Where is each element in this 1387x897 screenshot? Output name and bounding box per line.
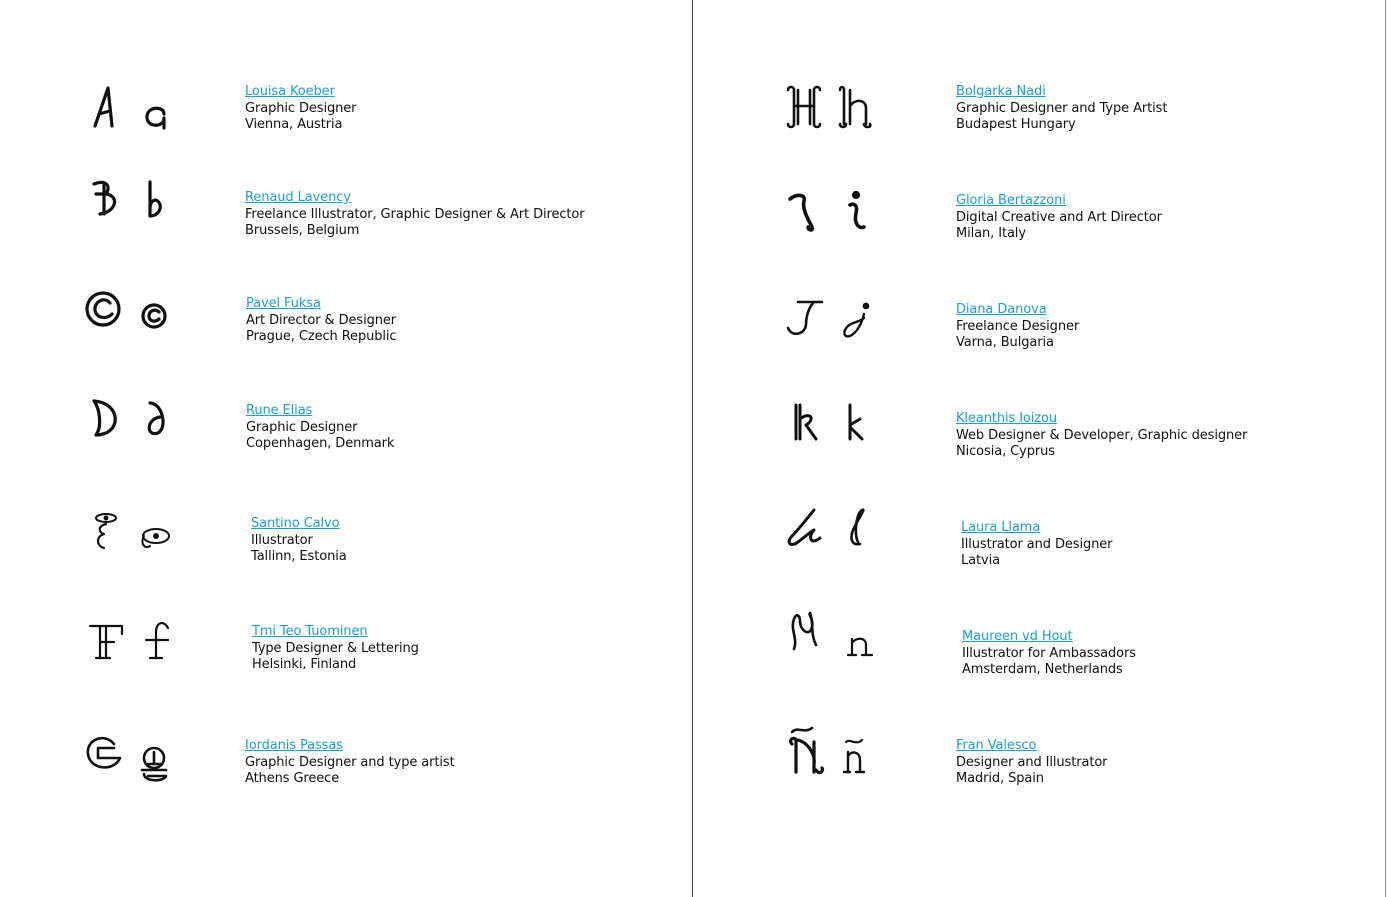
glyph-e-lower: [138, 522, 178, 562]
glyph-a-lower: [142, 94, 182, 144]
contributor-info-l: [961, 520, 1112, 570]
glyph-k-upper: [790, 401, 830, 445]
glyph-j-upper: [784, 298, 828, 342]
contributor-role: Graphic Designer: [245, 100, 357, 116]
glyph-e-upper: [90, 512, 130, 556]
contributor-location: Helsinki, Finland: [252, 657, 357, 672]
letter-glyphs-i: [780, 193, 930, 273]
page-divider: [692, 0, 693, 897]
contributor-name-link[interactable]: Iordanis Passas: [245, 738, 343, 753]
contributor-role: Type Designer & Lettering: [252, 640, 419, 656]
glyph-d-lower: [142, 397, 182, 447]
contributor-location: Madrid, Spain: [956, 771, 1044, 786]
contributor-role: Freelance Designer: [956, 318, 1080, 334]
glyph-i-upper: [786, 191, 826, 241]
contributor-info-k: [956, 411, 1247, 461]
contributor-info-e: [251, 516, 347, 566]
contributor-location: Tallinn, Estonia: [251, 549, 347, 564]
letter-glyphs-n: [780, 629, 930, 709]
contributor-role: Designer and Illustrator: [956, 754, 1108, 770]
contributor-name-link[interactable]: Bolgarka Nadi: [956, 84, 1046, 99]
contributor-location: Brussels, Belgium: [245, 223, 360, 238]
contributor-name-link[interactable]: Santino Calvo: [251, 516, 340, 531]
glyph-k-lower: [844, 401, 884, 445]
letter-glyphs-f: [80, 624, 230, 704]
contributor-role: Digital Creative and Art Director: [956, 209, 1162, 225]
contributor-name-link[interactable]: Rune Elias: [246, 403, 313, 418]
glyph-i-lower: [840, 191, 880, 241]
contributor-info-g: [245, 738, 455, 788]
contributor-role: Illustrator and Designer: [961, 536, 1113, 552]
contributor-info-d: [246, 403, 394, 453]
letter-glyphs-e: [80, 516, 230, 596]
glyph-b-lower: [146, 180, 186, 230]
letter-glyphs-d: [80, 403, 230, 483]
contributor-location: Copenhagen, Denmark: [246, 436, 395, 451]
letter-glyphs-k: [780, 411, 930, 491]
contributor-name-link[interactable]: Pavel Fuksa: [246, 296, 321, 311]
glyph-g-lower: [138, 744, 178, 794]
glyph-b-upper: [90, 180, 130, 230]
contributor-role: Freelance Illustrator, Graphic Designer & Art Director: [245, 206, 585, 222]
contributor-name-link[interactable]: Louisa Koeber: [245, 84, 335, 99]
contributor-name-link[interactable]: Maureen vd Hout: [962, 629, 1073, 644]
glyph-n-tilde-upper: [786, 724, 830, 780]
contributor-role: Illustrator: [251, 532, 313, 548]
contributor-info-c: [246, 296, 396, 346]
glyph-f-upper: [86, 620, 130, 670]
contributor-location: Budapest Hungary: [956, 117, 1076, 132]
letter-glyphs-h: [780, 84, 930, 164]
contributor-info-h: [956, 84, 1167, 134]
glyph-l-upper: [784, 506, 828, 550]
letter-glyphs-c: [80, 296, 230, 376]
contributor-name-link[interactable]: Gloria Bertazzoni: [956, 193, 1066, 208]
glyph-c-upper: [84, 290, 128, 334]
glyph-j-lower: [838, 298, 878, 342]
glyph-a-upper: [90, 84, 130, 134]
letter-glyphs-n-tilde: [780, 738, 930, 818]
glyph-f-lower: [142, 620, 182, 670]
contributor-location: Athens Greece: [245, 771, 340, 786]
contributor-location: Latvia: [961, 553, 1000, 568]
glyph-h-upper: [784, 84, 830, 134]
contributor-name-link[interactable]: Diana Danova: [956, 302, 1047, 317]
glyph-g-upper: [84, 734, 130, 780]
contributor-info-a: [245, 84, 356, 134]
contributor-role: Illustrator for Ambassadors: [962, 645, 1136, 661]
glyph-l-lower: [844, 506, 884, 550]
contributor-location: Varna, Bulgaria: [956, 335, 1054, 350]
contributor-location: Vienna, Austria: [245, 117, 343, 132]
contributor-info-j: [956, 302, 1079, 352]
contributor-info-f: [252, 624, 419, 674]
letter-glyphs-b: [80, 190, 230, 270]
contributor-info-i: [956, 193, 1162, 243]
contributor-role: Graphic Designer and type artist: [245, 754, 455, 770]
contributor-name-link[interactable]: Laura Llama: [961, 520, 1041, 535]
glyph-c-lower: [140, 302, 174, 336]
contributor-name-link[interactable]: Tmi Teo Tuominen: [252, 624, 368, 639]
contributor-info-n: [962, 629, 1136, 679]
contributor-role: Art Director & Designer: [246, 312, 397, 328]
contributor-role: Graphic Designer and Type Artist: [956, 100, 1168, 116]
glyph-d-upper: [88, 397, 128, 447]
contributor-location: Amsterdam, Netherlands: [962, 662, 1123, 677]
contributor-role: Graphic Designer: [246, 419, 358, 435]
letter-glyphs-l: [780, 520, 930, 600]
letter-glyphs-g: [80, 738, 230, 818]
contributor-location: Nicosia, Cyprus: [956, 444, 1055, 459]
page-edge-line: [1385, 0, 1386, 897]
contributor-location: Prague, Czech Republic: [246, 329, 397, 344]
letter-glyphs-a: [80, 84, 230, 164]
glyph-n-upper: [786, 609, 826, 657]
letter-glyphs-j: [780, 302, 930, 382]
contributor-name-link[interactable]: Renaud Lavency: [245, 190, 351, 205]
contributor-location: Milan, Italy: [956, 226, 1026, 241]
contributor-name-link[interactable]: Kleanthis Ioizou: [956, 411, 1058, 426]
glyph-n-tilde-lower: [840, 738, 880, 782]
contributor-info-b: [245, 190, 585, 240]
contributor-info-n-tilde: [956, 738, 1107, 788]
glyph-n-lower: [846, 625, 886, 665]
contributor-name-link[interactable]: Fran Valesco: [956, 738, 1037, 753]
contributor-role: Web Designer & Developer, Graphic designer: [956, 427, 1248, 443]
glyph-h-lower: [836, 84, 880, 134]
